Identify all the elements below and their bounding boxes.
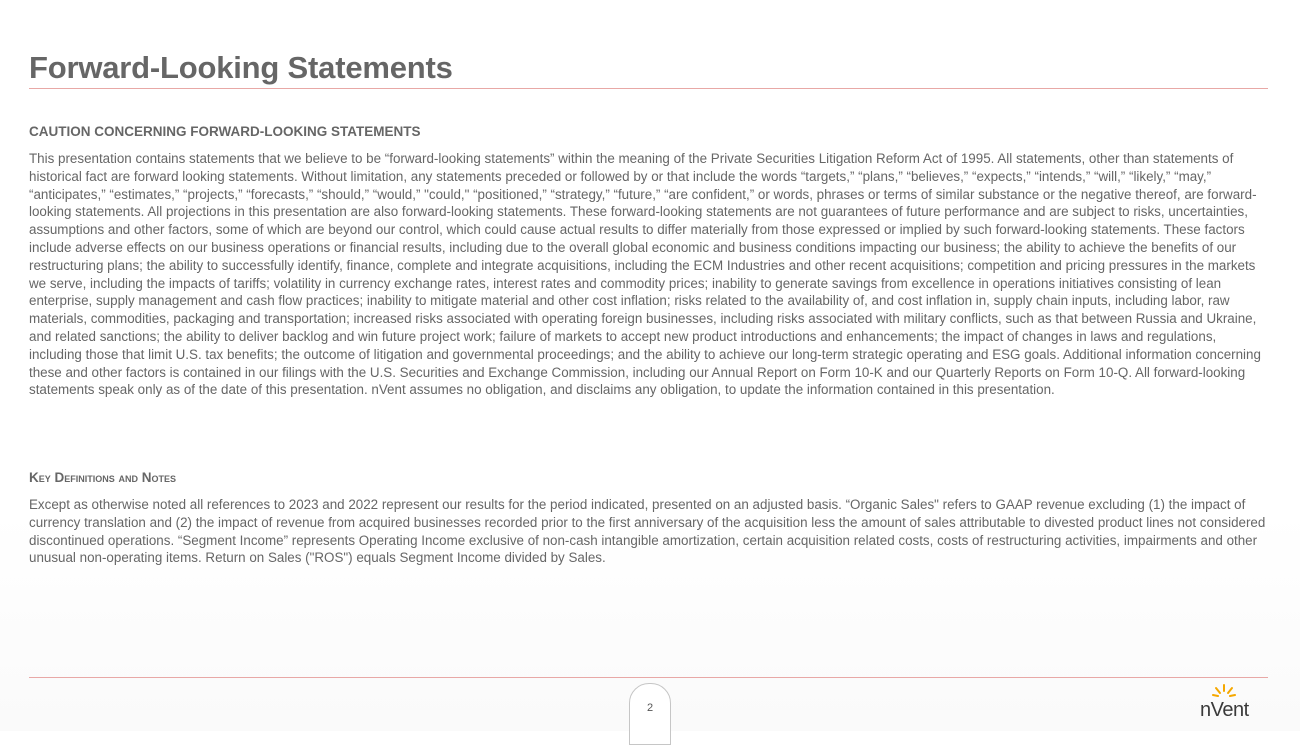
definitions-paragraph: Except as otherwise noted all references to 2023 and 2022 represent our results for the period indicated, presented on an adjusted basis. “Organic Sales" refers to GAAP revenue excluding (1) the impact of currency translation and (2) the impact of revenue from acquired businesses recorded prior to the first anniversary of the acquisition less the amount of sales attributable to divested product lines not considered discontinued operations. “Segment Income” represents Operating Income exclusive of non-cash intangible amortization, certain acquisition related costs, costs of restructuring activities, impairments and other unusual non-operating items. Return on Sales ("ROS") equals Segment Income divided by Sales. bbox=[29, 497, 1266, 566]
title-divider bbox=[29, 88, 1268, 89]
nvent-logo bbox=[1198, 684, 1256, 724]
caution-heading: CAUTION CONCERNING FORWARD-LOOKING STATEMENTS bbox=[29, 124, 421, 139]
page-title: Forward-Looking Statements bbox=[29, 50, 453, 85]
caution-paragraph: This presentation contains statements that we believe to be “forward-looking statements” within the meaning of the Private Securities Litigation Reform Act of 1995. All statements, other than statements of historical fact are forward looking statements. Without limitation, any statements preceded or followed by or that include the words “targets,” “plans,” “believes,” “expects,” “intends,” “will,” “likely,” “may,” “anticipates,” “estimates,” “projects,” “forecasts,” “should,” “would,” "could," “positioned,” “strategy,” “future,” “are confident,” or words, phrases or terms of similar substance or the negative thereof, are forward-looking statements. All projections in this presentation are also forward-looking statements. These forward-looking statements are not guarantees of future performance and are subject to risks, uncertainties, assumptions and other factors, some of which are beyond our control, which could cause actual results to differ materially from those expressed or implied by such forward-looking statements. These factors include adverse effects on our business operations or financial results, including due to the overall global economic and business conditions impacting our business; the ability to achieve the benefits of our restructuring plans; the ability to successfully identify, finance, complete and integrate acquisitions, including the ECM Industries and other recent acquisitions; competition and pricing pressures in the markets we serve, including the impacts of tariffs; volatility in currency exchange rates, interest rates and commodity prices; inability to generate savings from excellence in operations initiatives consisting of lean enterprise, supply management and cash flow practices; inability to mitigate material and other cost inflation; risks related to the availability of, and cost inflation in, supply chain inputs, including labor, raw materials, commodities, packaging and transportation; increased risks associated with operating foreign businesses, including risks associated with military conflicts, such as that between Russia and Ukraine, and related sanctions; the ability to deliver backlog and win future project work; failure of markets to accept new product introductions and enhancements; the impact of changes in laws and regulations, including those that limit U.S. tax benefits; the outcome of litigation and governmental proceedings; and the ability to achieve our long-term strategic operating and ESG goals. Additional information concerning these and other factors is contained in our filings with the U.S. Securities and Exchange Commission, including our Annual Report on Form 10-K and our Quarterly Reports on Form 10-Q. All forward-looking statements speak only as of the date of this presentation. nVent assumes no obligation, and disclaims any obligation, to update the information contained in this presentation. bbox=[29, 151, 1261, 398]
logo-wordmark: nVent bbox=[1200, 699, 1249, 721]
page-number-tab bbox=[629, 683, 671, 745]
definitions-heading: Key Definitions and Notes bbox=[29, 470, 177, 485]
page-number: 2 bbox=[646, 702, 654, 714]
footer-divider bbox=[29, 677, 1268, 678]
